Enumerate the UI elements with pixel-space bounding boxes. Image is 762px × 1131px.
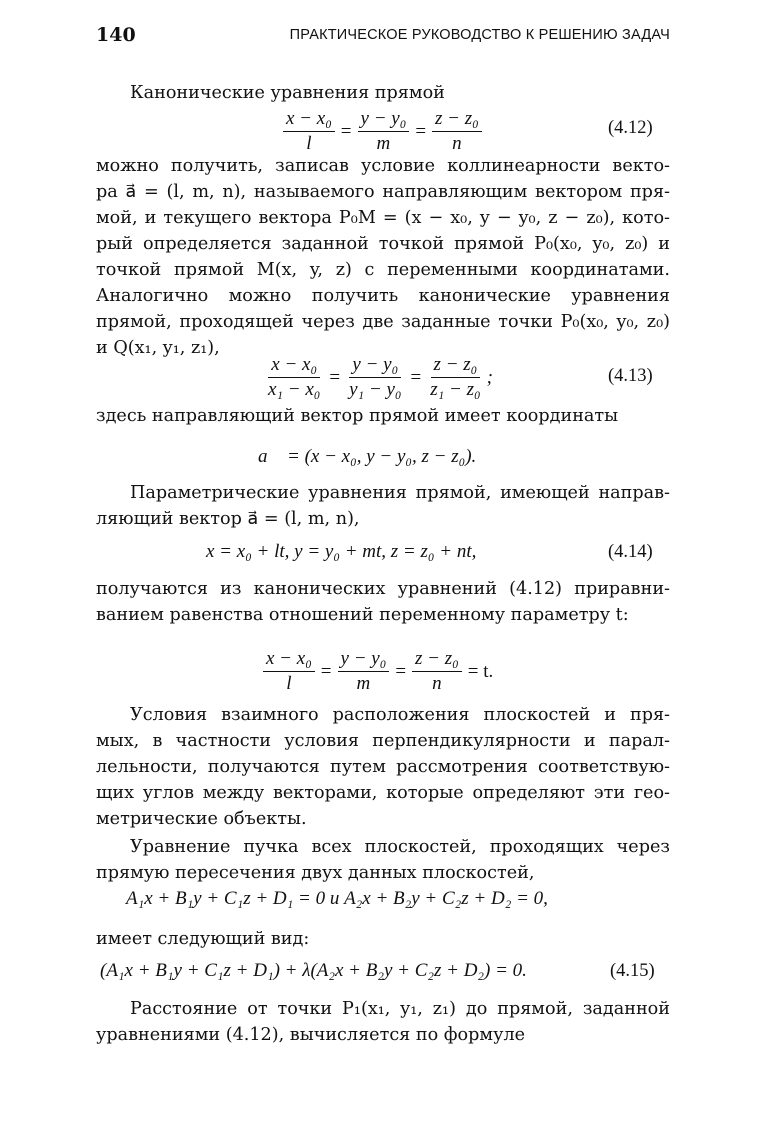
text-line: рый определяется заданной точкой прямой P₀(x₀, y₀, z₀) и [96,234,670,254]
fraction-numerator: z − z₀ [432,108,482,132]
equals-sign: = [410,366,422,388]
fraction-numerator: y − y₀ [358,108,410,132]
semicolon: ; [486,366,493,388]
direction-vector-equation: a⃗ = (x − x₀, y − y₀, z − z₀). [258,446,477,467]
page-number: 140 [96,24,136,46]
equals-sign: = [329,366,341,388]
fraction-numerator: x − x₀ [263,648,315,672]
equals-sign: = [395,660,407,682]
text-line: Условия взаимного расположения плоскостей и пря- [130,705,670,725]
fraction-denominator: m [376,133,391,154]
text-line: Аналогично можно получить канонические уравнения [96,286,670,306]
equation-number: (4.12) [608,118,653,138]
text-line: точкой прямой M(x, y, z) с переменными координатами. [96,260,670,280]
fraction-denominator: n [452,133,462,154]
fraction-denominator: n [432,673,442,694]
running-title: ПРАКТИЧЕСКОЕ РУКОВОДСТВО К РЕШЕНИЮ ЗАДАЧ [289,27,670,43]
text-line: прямой, проходящей через две заданные точки P₀(x₀, y₀, z₀) [96,312,670,332]
text-line: Уравнение пучка всех плоскостей, проходящих через [130,837,670,857]
fraction-denominator: m [356,673,371,694]
planes-equations: A₁x + B₁y + C₁z + D₁ = 0 и A₂x + B₂y + C₂z + D₂ = 0, [126,888,548,909]
fraction-numerator: z − z₀ [431,354,481,378]
equation-4-14: x = x₀ + lt, y = y₀ + mt, z = z₀ + nt, [206,541,477,562]
fraction-numerator: y − y₀ [349,354,401,378]
fraction-denominator: x₁ − x₀ [268,379,321,400]
equation-4-15: (A₁x + B₁y + C₁z + D₁) + λ(A₂x + B₂y + C₂z + D₂) = 0. [100,960,527,981]
fraction-numerator: y − y₀ [338,648,390,672]
fraction-denominator: l [286,673,292,694]
equation-number: (4.13) [608,366,653,386]
text-line: Параметрические уравнения прямой, имеющей направ- [130,483,670,503]
text-line: ванием равенства отношений переменному параметру t: [96,605,629,625]
fraction-numerator: z − z₀ [412,648,462,672]
text-line: имеет следующий вид: [96,929,310,949]
equation-number: (4.14) [608,542,653,562]
text-line: Расстояние от точки P₁(x₁, y₁, z₁) до прямой, заданной [130,999,670,1019]
text-line: получаются из канонических уравнений (4.12) приравни- [96,579,670,599]
text-line: ра a⃗ = (l, m, n), называемого направляющим вектором пря- [96,182,670,202]
text-line: уравнениями (4.12), вычисляется по формуле [96,1025,526,1045]
fraction-denominator: z₁ − z₀ [430,379,481,400]
equation-number: (4.15) [610,961,655,981]
text-line: мой, и текущего вектора P₀M = (x − x₀, y − y₀, z − z₀), кото- [96,208,670,228]
text-line: метрические объекты. [96,809,307,829]
fraction-numerator: x − x₀ [283,108,335,132]
equals-sign: = [415,120,427,142]
paragraph-title-line: Канонические уравнения прямой [130,83,445,103]
text-line: мых, в частности условия перпендикулярности и парал- [96,731,670,751]
equals-t: = t. [467,660,494,682]
text-line: здесь направляющий вектор прямой имеет координаты [96,406,619,426]
text-line: можно получить, записав условие коллинеарности векто- [96,156,670,176]
equation-4-12 [280,108,485,155]
text-line: и Q(x₁, y₁, z₁), [96,338,220,358]
text-line: щих углов между векторами, которые определяют эти гео- [96,783,670,803]
parametric-equation [260,648,496,695]
text-line: ляющий вектор a⃗ = (l, m, n), [96,509,360,529]
fraction-denominator: l [306,133,312,154]
equation-4-13 [262,354,493,401]
fraction-denominator: y₁ − y₀ [349,379,402,400]
text-line: прямую пересечения двух данных плоскостей, [96,863,535,883]
equals-sign: = [320,660,332,682]
text-line: лельности, получаются путем рассмотрения соответствую- [96,757,670,777]
equals-sign: = [340,120,352,142]
page-header [96,24,670,54]
fraction-numerator: x − x₀ [268,354,320,378]
